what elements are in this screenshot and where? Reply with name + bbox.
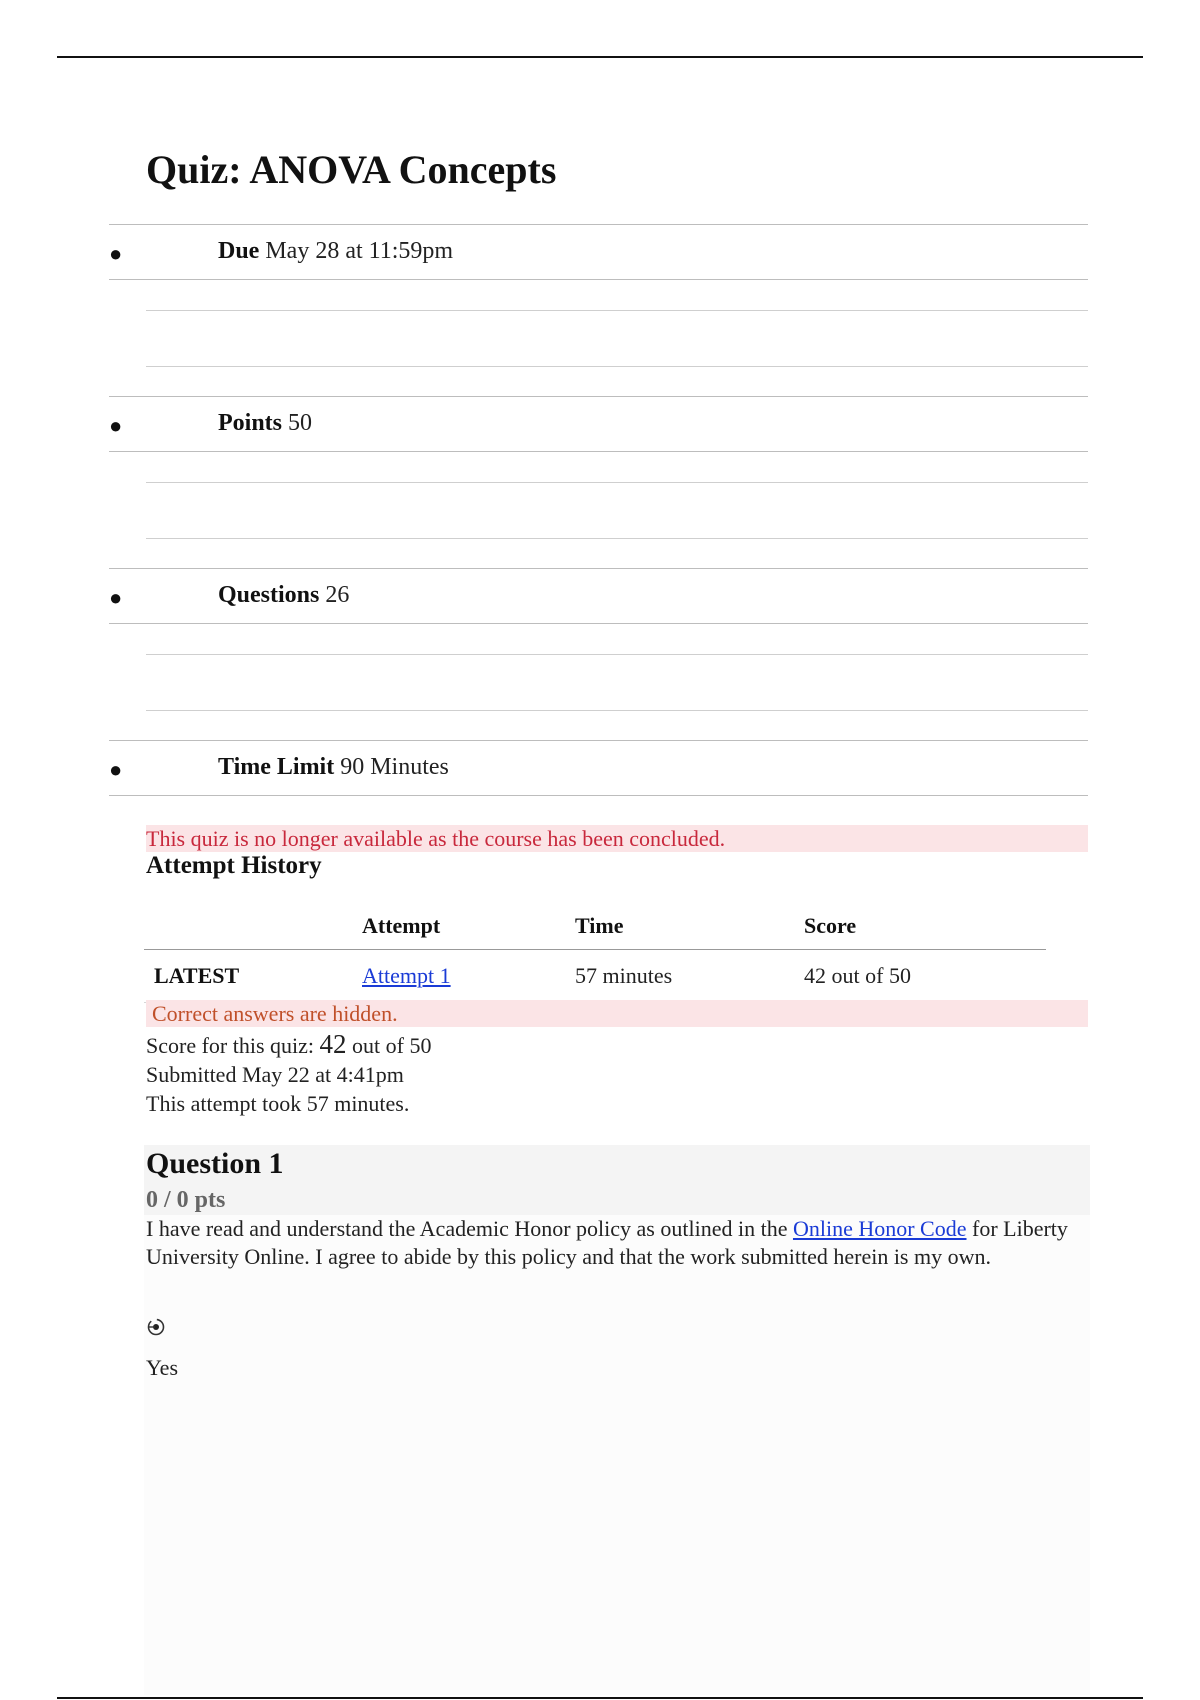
divider-group [109,280,1088,396]
detail-questions [109,568,1088,624]
top-rule [57,56,1143,58]
table-row [144,950,1046,1003]
column-header [144,903,362,950]
score-label: Score for this quiz: [146,1033,320,1058]
detail-label: Points [218,410,283,436]
detail-label: Time Limit [218,754,335,780]
detail-label: Questions [218,582,320,608]
attempt-history-heading: Attempt History [146,852,322,879]
score-value: 42 [319,1029,347,1059]
detail-time-limit [109,740,1088,796]
column-header-time: Time [575,903,804,950]
detail-value: May 28 at 11:59pm [265,238,454,264]
detail-label: Due [218,238,260,264]
score-summary [146,1030,431,1118]
table-header-row [144,903,1046,950]
bullet-icon: ● [109,585,123,610]
course-concluded-notice: This quiz is no longer available as the course has been concluded. [146,825,1088,852]
quiz-details [109,224,1088,796]
selected-radio-icon [146,1317,166,1337]
attempt-score: 42 out of 50 [804,950,1046,1003]
answer-option: Yes [146,1355,179,1380]
bullet-icon: ● [109,413,123,438]
divider-group [109,624,1088,740]
page-title: Quiz: ANOVA Concepts [146,147,557,192]
question-text [146,1215,1086,1271]
submitted-line: Submitted May 22 at 4:41pm [146,1062,404,1087]
attempt-time: 57 minutes [575,950,804,1003]
question-points: 0 / 0 pts [146,1187,226,1213]
attempt-link[interactable]: Attempt 1 [362,963,451,988]
honor-code-link[interactable]: Online Honor Code [792,1216,967,1241]
attempt-history-table [144,903,1046,1003]
detail-value: 90 Minutes [340,754,449,780]
question-panel [144,1145,1090,1695]
detail-due [109,224,1088,280]
detail-points [109,396,1088,452]
question-title: Question 1 [146,1147,284,1180]
score-total: out of 50 [346,1033,432,1058]
detail-value: 50 [288,410,313,436]
column-header-attempt: Attempt [362,903,575,950]
bullet-icon: ● [109,757,123,782]
detail-value: 26 [325,582,350,608]
score-line [146,1030,431,1060]
column-header-score: Score [804,903,1046,950]
question-text-end: for Liberty University Online. I agree to abide by this policy and that the work submitted herein is my own. [146,1216,1068,1269]
latest-tag: LATEST [144,950,362,1003]
answers-hidden-notice: Correct answers are hidden. [146,1000,1088,1027]
question-text-start: I have read and understand the Academic Honor policy as outlined in the [146,1216,793,1241]
divider-group [109,452,1088,568]
bottom-rule [57,1697,1143,1699]
bullet-icon: ● [109,241,123,266]
duration-line: This attempt took 57 minutes. [146,1091,410,1116]
